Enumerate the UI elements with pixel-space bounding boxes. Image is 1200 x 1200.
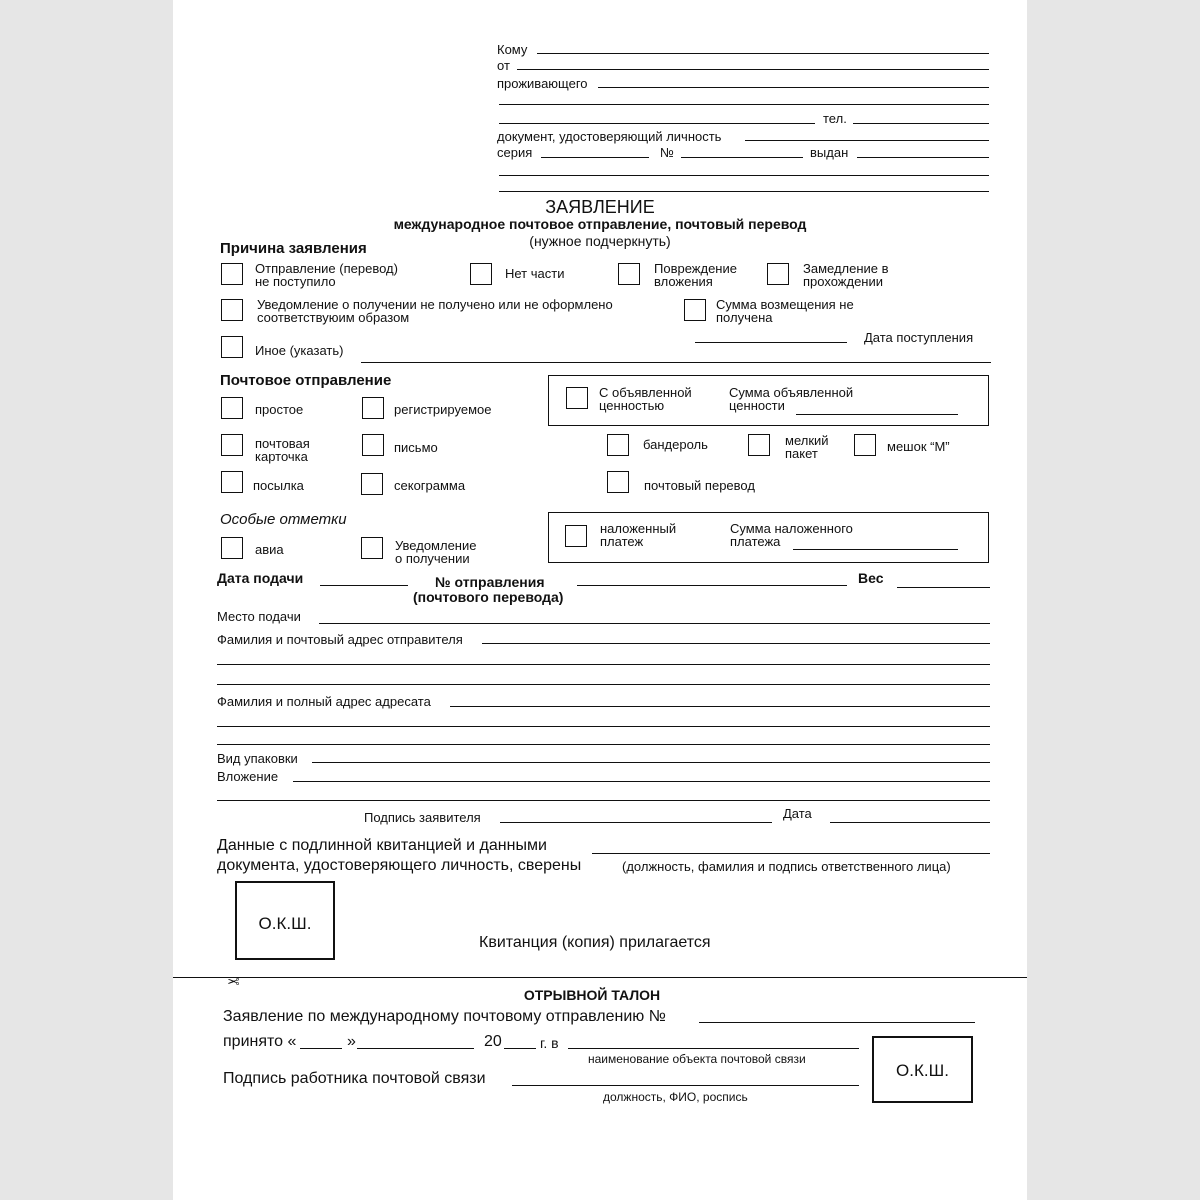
label-sender: Фамилия и почтовый адрес отправителя bbox=[217, 632, 463, 647]
field-id-doc[interactable] bbox=[745, 140, 989, 141]
tear-statement: Заявление по международному почтовому отправлению № bbox=[223, 1008, 666, 1025]
field-tear-worker-sign[interactable] bbox=[512, 1085, 859, 1086]
label-phone: тел. bbox=[823, 111, 847, 126]
checkbox-secogram[interactable] bbox=[361, 473, 383, 495]
checkbox-printed-matter[interactable] bbox=[607, 434, 629, 456]
label-date: Дата bbox=[783, 806, 812, 821]
tear-accepted: принято « bbox=[223, 1033, 297, 1050]
field-from[interactable] bbox=[517, 69, 989, 70]
label-from: от bbox=[497, 58, 510, 73]
label-signature: Подпись заявителя bbox=[364, 810, 481, 825]
field-recipient[interactable] bbox=[450, 706, 990, 707]
field-tear-number[interactable] bbox=[699, 1022, 975, 1023]
label-air: авиа bbox=[255, 542, 284, 557]
field-contents[interactable] bbox=[293, 781, 990, 782]
stamp-label: О.К.Ш. bbox=[258, 914, 312, 933]
field-address-line[interactable] bbox=[499, 104, 989, 105]
label-to: Кому bbox=[497, 42, 528, 57]
field-packaging[interactable] bbox=[312, 762, 990, 763]
checkbox-small-packet[interactable] bbox=[748, 434, 770, 456]
label-registered: регистрируемое bbox=[394, 402, 492, 417]
label-declared-sum: Сумма объявленной ценности bbox=[729, 385, 854, 413]
field-residing[interactable] bbox=[598, 87, 989, 88]
form-title: ЗАЯВЛЕНИЕ bbox=[545, 197, 655, 217]
label-notice: Уведомление о получении bbox=[395, 538, 477, 566]
label-recipient: Фамилия и полный адрес адресата bbox=[217, 694, 431, 709]
label-notice-not-received: Уведомление о получении не получено или не оформлено соответствуюим образом bbox=[257, 297, 613, 325]
label-missing-part: Нет части bbox=[505, 266, 565, 281]
label-printed-matter: бандероль bbox=[643, 437, 708, 452]
checkbox-simple[interactable] bbox=[221, 397, 243, 419]
field-to[interactable] bbox=[537, 53, 989, 54]
field-place[interactable] bbox=[319, 623, 990, 624]
field-other[interactable] bbox=[361, 362, 991, 363]
label-small-packet: мелкий пакет bbox=[785, 433, 829, 461]
field-series[interactable] bbox=[541, 157, 649, 158]
checkbox-damage[interactable] bbox=[618, 263, 640, 285]
field-number[interactable] bbox=[681, 157, 803, 158]
label-letter: письмо bbox=[394, 440, 438, 455]
label-declared-value: С объявленной ценностью bbox=[599, 385, 692, 413]
label-date-sent: Дата подачи bbox=[217, 570, 304, 586]
checkbox-air[interactable] bbox=[221, 537, 243, 559]
field-recipient-line-3[interactable] bbox=[217, 744, 990, 745]
field-arrival-date[interactable] bbox=[695, 342, 847, 343]
field-date-sent[interactable] bbox=[320, 585, 408, 586]
label-id-doc: документ, удостоверяющий личность bbox=[497, 129, 722, 144]
label-residing: проживающего bbox=[497, 76, 588, 91]
tear-office-note: наименование объекта почтовой связи bbox=[588, 1052, 806, 1066]
label-issued: выдан bbox=[810, 145, 849, 160]
field-declared-sum[interactable] bbox=[796, 414, 958, 415]
label-arrival-date: Дата поступления bbox=[864, 330, 974, 345]
field-issued-line-2[interactable] bbox=[499, 175, 989, 176]
label-damage: Повреждение вложения bbox=[654, 261, 737, 289]
label-not-received: Отправление (перевод) не поступило bbox=[255, 261, 398, 289]
form-page bbox=[173, 0, 1027, 1200]
checkbox-not-received[interactable] bbox=[221, 263, 243, 285]
checkbox-delay[interactable] bbox=[767, 263, 789, 285]
verify-line-2: документа, удостоверяющего личность, сверены bbox=[217, 857, 582, 874]
field-sender-line-3[interactable] bbox=[217, 684, 990, 685]
label-delay: Замедление в прохождении bbox=[803, 261, 889, 289]
field-sender-line-2[interactable] bbox=[217, 664, 990, 665]
field-issued[interactable] bbox=[857, 157, 989, 158]
form-subtitle: международное почтовое отправление, почтовый перевод bbox=[393, 216, 807, 232]
label-secogram: секограмма bbox=[394, 478, 466, 493]
label-compensation: Сумма возмещения не получена bbox=[716, 297, 854, 325]
checkbox-parcel[interactable] bbox=[221, 471, 243, 493]
label-simple: простое bbox=[255, 402, 304, 417]
tear-year: 20 bbox=[484, 1033, 502, 1050]
field-address-line-2[interactable] bbox=[499, 123, 815, 124]
reason-heading: Причина заявления bbox=[220, 240, 367, 257]
checkbox-compensation[interactable] bbox=[684, 299, 706, 321]
form-subtitle-note: (нужное подчеркнуть) bbox=[529, 233, 671, 249]
field-date[interactable] bbox=[830, 822, 990, 823]
field-sender[interactable] bbox=[482, 643, 990, 644]
field-tear-office[interactable] bbox=[568, 1048, 859, 1049]
label-item-number-sub: (почтового перевода) bbox=[413, 589, 564, 605]
field-contents-line-2[interactable] bbox=[217, 800, 990, 801]
label-official: (должность, фамилия и подпись ответственного лица) bbox=[622, 859, 951, 874]
label-place: Место подачи bbox=[217, 609, 301, 624]
label-other: Иное (указать) bbox=[255, 343, 344, 358]
tear-quote-close: » bbox=[347, 1033, 356, 1050]
checkbox-postcard[interactable] bbox=[221, 434, 243, 456]
field-cod-sum[interactable] bbox=[793, 549, 958, 550]
field-tear-year[interactable] bbox=[504, 1048, 536, 1049]
tear-heading: ОТРЫВНОЙ ТАЛОН bbox=[523, 987, 661, 1003]
label-contents: Вложение bbox=[217, 769, 279, 784]
label-weight: Вес bbox=[858, 570, 884, 586]
field-phone[interactable] bbox=[853, 123, 989, 124]
tear-worker-sign: Подпись работника почтовой связи bbox=[223, 1070, 486, 1087]
label-money-order: почтовый перевод bbox=[644, 478, 755, 493]
checkbox-declared-value[interactable] bbox=[566, 387, 588, 409]
field-issued-line-3[interactable] bbox=[499, 191, 989, 192]
field-item-number[interactable] bbox=[577, 585, 847, 586]
checkbox-notice-not-received[interactable] bbox=[221, 299, 243, 321]
label-series: серия bbox=[497, 145, 533, 160]
special-heading: Особые отметки bbox=[220, 511, 347, 528]
tear-line bbox=[173, 977, 1027, 978]
tear-worker-note: должность, ФИО, роспись bbox=[603, 1090, 748, 1104]
receipt-note: Квитанция (копия) прилагается bbox=[479, 934, 711, 951]
label-cod-sum: Сумма наложенного платежа bbox=[730, 521, 853, 549]
checkbox-registered[interactable] bbox=[362, 397, 384, 419]
checkbox-other[interactable] bbox=[221, 336, 243, 358]
label-bag-m: мешок “М” bbox=[887, 439, 950, 454]
field-tear-month[interactable] bbox=[357, 1048, 474, 1049]
checkbox-bag-m[interactable] bbox=[854, 434, 876, 456]
checkbox-missing-part[interactable] bbox=[470, 263, 492, 285]
label-number: № bbox=[660, 145, 674, 160]
checkbox-money-order[interactable] bbox=[607, 471, 629, 493]
field-tear-day[interactable] bbox=[300, 1048, 342, 1049]
field-weight[interactable] bbox=[897, 587, 990, 588]
verify-line-1: Данные с подлинной квитанцией и данными bbox=[217, 837, 547, 854]
label-cod: наложенный платеж bbox=[600, 521, 677, 549]
label-postcard: почтовая карточка bbox=[255, 436, 310, 464]
tear-year-suffix: г. в bbox=[540, 1035, 559, 1051]
item-heading: Почтовое отправление bbox=[220, 372, 392, 389]
checkbox-notice[interactable] bbox=[361, 537, 383, 559]
field-official[interactable] bbox=[592, 853, 990, 854]
label-item-number: № отправления bbox=[435, 574, 545, 590]
field-recipient-line-2[interactable] bbox=[217, 726, 990, 727]
checkbox-cod[interactable] bbox=[565, 525, 587, 547]
field-signature[interactable] bbox=[500, 822, 772, 823]
tear-stamp-label: О.К.Ш. bbox=[896, 1061, 949, 1080]
label-packaging: Вид упаковки bbox=[217, 751, 298, 766]
checkbox-letter[interactable] bbox=[362, 434, 384, 456]
scissors-icon: ✂ bbox=[227, 972, 240, 989]
label-parcel: посылка bbox=[253, 478, 304, 493]
